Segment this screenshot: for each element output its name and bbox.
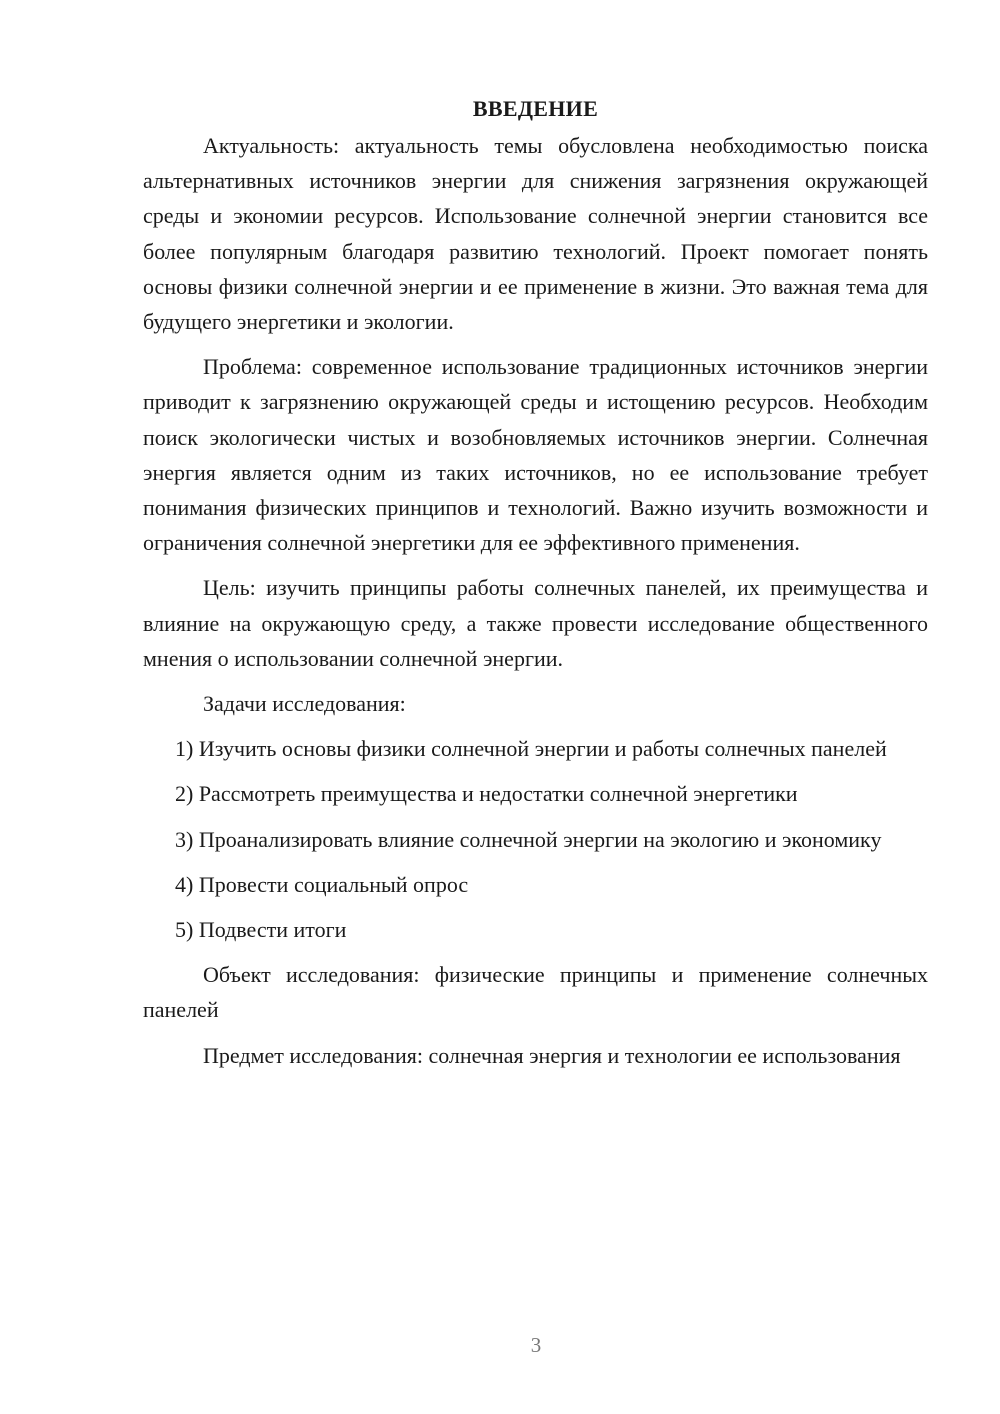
task-item-3: 3) Проанализировать влияние солнечной энергии на экологию и экономику (175, 826, 882, 852)
research-object-paragraph: Объект исследования: физические принципы и применение солнечных панелей (143, 962, 928, 1023)
section-title: ВВЕДЕНИЕ (472, 96, 599, 121)
task-item-5: 5) Подвести итоги (175, 917, 347, 943)
research-subject-paragraph: Предмет исследования: солнечная энергия и технологии ее использования (203, 1042, 901, 1068)
page-number: 3 (530, 1333, 542, 1357)
task-item-2: 2) Рассмотреть преимущества и недостатки солнечной энергетики (175, 781, 798, 807)
problem-paragraph: Проблема: современное использование традиционных источников энергии приводит к загрязнению окружающей среды и истощению ресурсов. Необходим поиск экологически чистых и возобновляемых источников энергии. Солнечная энергия является одним из таких источников, но ее использование требует понимания физических принципов и технологий. Важно изучить возможности и ограничения солнечной энергетики для ее эффективного применения. (143, 354, 928, 556)
task-item-4: 4) Провести социальный опрос (175, 871, 469, 897)
tasks-heading: Задачи исследования: (203, 691, 406, 717)
task-item-1: 1) Изучить основы физики солнечной энергии и работы солнечных панелей (175, 736, 887, 762)
relevance-paragraph: Актуальность: актуальность темы обусловлена необходимостью поиска альтернативных источников энергии для снижения загрязнения окружающей среды и экономии ресурсов. Использование солнечной энергии становится все более популярным благодаря развитию технологий. Проект помогает понять основы физики солнечной энергии и ее применение в жизни. Это важная тема для будущего энергетики и экологии. (143, 133, 928, 335)
document-page (143, 94, 928, 1083)
goal-paragraph: Цель: изучить принципы работы солнечных панелей, их преимущества и влияние на окружающую среду, а также провести исследование общественного мнения о использовании солнечной энергии. (143, 575, 928, 671)
